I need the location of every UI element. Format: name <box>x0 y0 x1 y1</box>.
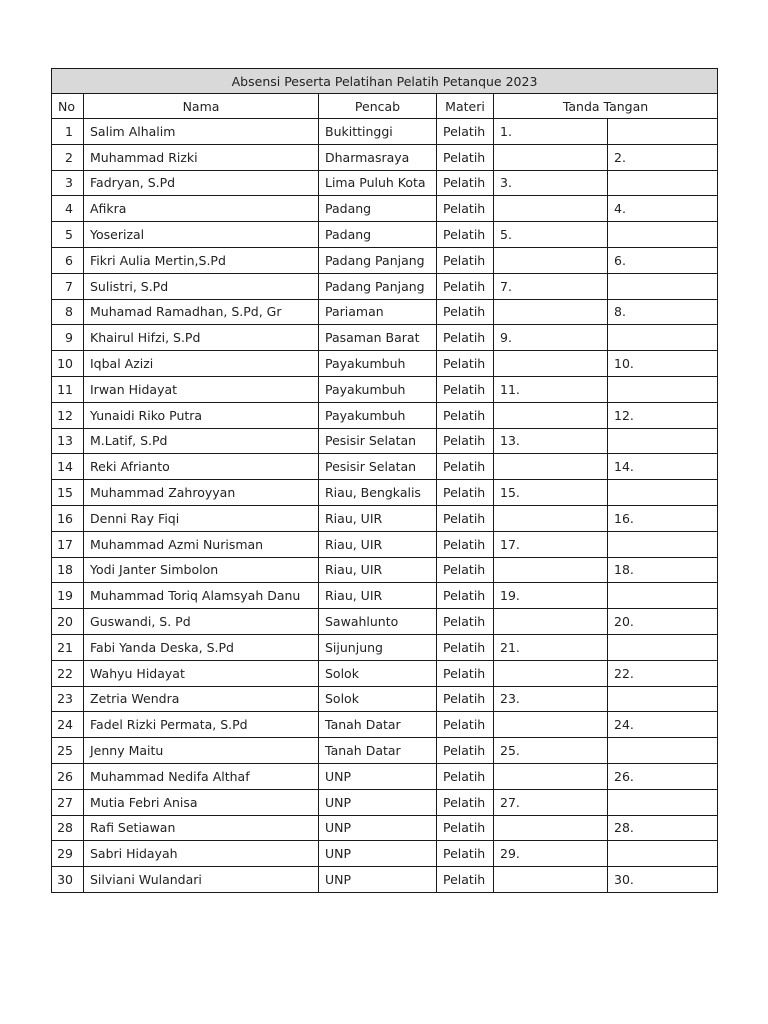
participant-materi: Pelatih <box>437 222 494 248</box>
participant-materi: Pelatih <box>437 738 494 764</box>
participant-pencab: Padang <box>319 222 437 248</box>
participant-name: Fadryan, S.Pd <box>84 170 319 196</box>
participant-materi: Pelatih <box>437 428 494 454</box>
signature-cell-left: 15. <box>494 480 608 506</box>
participant-pencab: Riau, UIR <box>319 583 437 609</box>
signature-cell-right: 20. <box>608 609 718 635</box>
signature-cell-right: 26. <box>608 763 718 789</box>
row-number: 29 <box>52 841 84 867</box>
participant-name: Fadel Rizki Permata, S.Pd <box>84 712 319 738</box>
participant-materi: Pelatih <box>437 557 494 583</box>
row-number: 21 <box>52 634 84 660</box>
participant-materi: Pelatih <box>437 531 494 557</box>
participant-pencab: Solok <box>319 686 437 712</box>
signature-cell-left <box>494 609 608 635</box>
participant-materi: Pelatih <box>437 144 494 170</box>
participant-pencab: Padang <box>319 196 437 222</box>
signature-cell-right <box>608 325 718 351</box>
participant-materi: Pelatih <box>437 505 494 531</box>
participant-pencab: Riau, Bengkalis <box>319 480 437 506</box>
header-nama: Nama <box>84 94 319 119</box>
participant-pencab: Pariaman <box>319 299 437 325</box>
signature-cell-left: 25. <box>494 738 608 764</box>
signature-cell-left <box>494 763 608 789</box>
signature-cell-left <box>494 144 608 170</box>
signature-cell-left: 5. <box>494 222 608 248</box>
table-row <box>52 763 718 789</box>
row-number: 4 <box>52 196 84 222</box>
table-row <box>52 867 718 893</box>
participant-pencab: Tanah Datar <box>319 738 437 764</box>
signature-cell-right <box>608 119 718 145</box>
participant-pencab: Riau, UIR <box>319 531 437 557</box>
header-pencab: Pencab <box>319 94 437 119</box>
participant-materi: Pelatih <box>437 376 494 402</box>
attendance-table <box>51 68 718 893</box>
signature-cell-left: 27. <box>494 789 608 815</box>
table-row <box>52 170 718 196</box>
participant-pencab: Payakumbuh <box>319 351 437 377</box>
participant-name: Salim Alhalim <box>84 119 319 145</box>
row-number: 5 <box>52 222 84 248</box>
participant-pencab: Riau, UIR <box>319 505 437 531</box>
participant-name: Guswandi, S. Pd <box>84 609 319 635</box>
row-number: 27 <box>52 789 84 815</box>
row-number: 6 <box>52 247 84 273</box>
table-title: Absensi Peserta Pelatihan Pelatih Petanque 2023 <box>52 69 718 94</box>
signature-cell-left: 13. <box>494 428 608 454</box>
table-row <box>52 376 718 402</box>
participant-pencab: Riau, UIR <box>319 557 437 583</box>
signature-cell-right: 16. <box>608 505 718 531</box>
participant-materi: Pelatih <box>437 583 494 609</box>
header-row <box>52 94 718 119</box>
row-number: 11 <box>52 376 84 402</box>
participant-name: Sabri Hidayah <box>84 841 319 867</box>
participant-name: Khairul Hifzi, S.Pd <box>84 325 319 351</box>
participant-name: Irwan Hidayat <box>84 376 319 402</box>
table-row <box>52 196 718 222</box>
row-number: 15 <box>52 480 84 506</box>
participant-pencab: Sijunjung <box>319 634 437 660</box>
table-row <box>52 557 718 583</box>
signature-cell-left <box>494 454 608 480</box>
participant-pencab: Bukittinggi <box>319 119 437 145</box>
participant-name: Sulistri, S.Pd <box>84 273 319 299</box>
participant-pencab: Payakumbuh <box>319 402 437 428</box>
participant-pencab: UNP <box>319 763 437 789</box>
table-row <box>52 609 718 635</box>
participant-materi: Pelatih <box>437 841 494 867</box>
signature-cell-right: 12. <box>608 402 718 428</box>
row-number: 1 <box>52 119 84 145</box>
participant-name: Jenny Maitu <box>84 738 319 764</box>
participant-pencab: Padang Panjang <box>319 247 437 273</box>
row-number: 7 <box>52 273 84 299</box>
participant-name: Yodi Janter Simbolon <box>84 557 319 583</box>
signature-cell-left: 19. <box>494 583 608 609</box>
table-row <box>52 634 718 660</box>
participant-name: Muhammad Zahroyyan <box>84 480 319 506</box>
row-number: 14 <box>52 454 84 480</box>
signature-cell-right: 8. <box>608 299 718 325</box>
participant-name: Muhammad Azmi Nurisman <box>84 531 319 557</box>
signature-cell-left: 17. <box>494 531 608 557</box>
signature-cell-left <box>494 505 608 531</box>
header-materi: Materi <box>437 94 494 119</box>
participant-materi: Pelatih <box>437 480 494 506</box>
table-row <box>52 402 718 428</box>
participant-name: Iqbal Azizi <box>84 351 319 377</box>
signature-cell-right <box>608 789 718 815</box>
signature-cell-right <box>608 531 718 557</box>
participant-pencab: Payakumbuh <box>319 376 437 402</box>
signature-cell-right: 28. <box>608 815 718 841</box>
signature-cell-right: 14. <box>608 454 718 480</box>
participant-pencab: UNP <box>319 789 437 815</box>
row-number: 22 <box>52 660 84 686</box>
participant-materi: Pelatih <box>437 634 494 660</box>
signature-cell-left <box>494 660 608 686</box>
participant-pencab: Solok <box>319 660 437 686</box>
participant-pencab: Pesisir Selatan <box>319 428 437 454</box>
table-row <box>52 454 718 480</box>
participant-name: M.Latif, S.Pd <box>84 428 319 454</box>
participant-materi: Pelatih <box>437 867 494 893</box>
table-row <box>52 686 718 712</box>
signature-cell-left: 11. <box>494 376 608 402</box>
participant-materi: Pelatih <box>437 273 494 299</box>
participant-pencab: Padang Panjang <box>319 273 437 299</box>
participant-name: Zetria Wendra <box>84 686 319 712</box>
table-row <box>52 351 718 377</box>
participant-name: Muhamad Ramadhan, S.Pd, Gr <box>84 299 319 325</box>
signature-cell-right <box>608 686 718 712</box>
signature-cell-left <box>494 815 608 841</box>
row-number: 19 <box>52 583 84 609</box>
participant-materi: Pelatih <box>437 454 494 480</box>
participant-materi: Pelatih <box>437 660 494 686</box>
table-row <box>52 712 718 738</box>
table-row <box>52 247 718 273</box>
table-row <box>52 273 718 299</box>
table-row <box>52 428 718 454</box>
row-number: 16 <box>52 505 84 531</box>
signature-cell-left: 23. <box>494 686 608 712</box>
table-row <box>52 738 718 764</box>
signature-cell-right <box>608 273 718 299</box>
table-row <box>52 505 718 531</box>
participant-materi: Pelatih <box>437 789 494 815</box>
signature-cell-right: 24. <box>608 712 718 738</box>
row-number: 9 <box>52 325 84 351</box>
participant-name: Reki Afrianto <box>84 454 319 480</box>
participant-pencab: Pesisir Selatan <box>319 454 437 480</box>
table-row <box>52 531 718 557</box>
participant-pencab: UNP <box>319 815 437 841</box>
row-number: 12 <box>52 402 84 428</box>
table-row <box>52 119 718 145</box>
signature-cell-left <box>494 299 608 325</box>
signature-cell-right: 18. <box>608 557 718 583</box>
participant-pencab: Sawahlunto <box>319 609 437 635</box>
participant-pencab: Dharmasraya <box>319 144 437 170</box>
participant-materi: Pelatih <box>437 196 494 222</box>
row-number: 20 <box>52 609 84 635</box>
table-row <box>52 299 718 325</box>
table-row <box>52 144 718 170</box>
signature-cell-right <box>608 738 718 764</box>
participant-name: Rafi Setiawan <box>84 815 319 841</box>
row-number: 2 <box>52 144 84 170</box>
participant-name: Wahyu Hidayat <box>84 660 319 686</box>
table-row <box>52 583 718 609</box>
signature-cell-left: 29. <box>494 841 608 867</box>
signature-cell-right: 22. <box>608 660 718 686</box>
signature-cell-right <box>608 634 718 660</box>
header-tanda-tangan: Tanda Tangan <box>494 94 718 119</box>
table-row <box>52 480 718 506</box>
row-number: 17 <box>52 531 84 557</box>
participant-pencab: UNP <box>319 841 437 867</box>
row-number: 3 <box>52 170 84 196</box>
row-number: 10 <box>52 351 84 377</box>
signature-cell-left <box>494 351 608 377</box>
table-row <box>52 789 718 815</box>
participant-materi: Pelatih <box>437 712 494 738</box>
participant-name: Muhammad Toriq Alamsyah Danu <box>84 583 319 609</box>
signature-cell-right <box>608 841 718 867</box>
participant-materi: Pelatih <box>437 351 494 377</box>
row-number: 18 <box>52 557 84 583</box>
participant-name: Muhammad Nedifa Althaf <box>84 763 319 789</box>
signature-cell-left: 1. <box>494 119 608 145</box>
participant-materi: Pelatih <box>437 170 494 196</box>
row-number: 8 <box>52 299 84 325</box>
participant-name: Afikra <box>84 196 319 222</box>
participant-name: Yunaidi Riko Putra <box>84 402 319 428</box>
row-number: 25 <box>52 738 84 764</box>
table-row <box>52 660 718 686</box>
participant-pencab: UNP <box>319 867 437 893</box>
signature-cell-right <box>608 222 718 248</box>
signature-cell-right <box>608 376 718 402</box>
participant-materi: Pelatih <box>437 325 494 351</box>
header-no: No <box>52 94 84 119</box>
participant-name: Silviani Wulandari <box>84 867 319 893</box>
signature-cell-right <box>608 428 718 454</box>
participant-name: Muhammad Rizki <box>84 144 319 170</box>
table-row <box>52 222 718 248</box>
participant-materi: Pelatih <box>437 763 494 789</box>
title-row <box>52 69 718 94</box>
participant-name: Mutia Febri Anisa <box>84 789 319 815</box>
table-row <box>52 325 718 351</box>
participant-name: Yoserizal <box>84 222 319 248</box>
signature-cell-right: 30. <box>608 867 718 893</box>
signature-cell-left <box>494 247 608 273</box>
participant-materi: Pelatih <box>437 119 494 145</box>
row-number: 13 <box>52 428 84 454</box>
signature-cell-left <box>494 557 608 583</box>
participant-pencab: Lima Puluh Kota <box>319 170 437 196</box>
signature-cell-left <box>494 196 608 222</box>
signature-cell-right: 2. <box>608 144 718 170</box>
participant-name: Fikri Aulia Mertin,S.Pd <box>84 247 319 273</box>
participant-materi: Pelatih <box>437 299 494 325</box>
row-number: 28 <box>52 815 84 841</box>
signature-cell-right: 10. <box>608 351 718 377</box>
table-row <box>52 815 718 841</box>
participant-materi: Pelatih <box>437 247 494 273</box>
signature-cell-left: 21. <box>494 634 608 660</box>
signature-cell-left <box>494 867 608 893</box>
signature-cell-right <box>608 170 718 196</box>
signature-cell-right: 6. <box>608 247 718 273</box>
row-number: 24 <box>52 712 84 738</box>
signature-cell-left <box>494 402 608 428</box>
signature-cell-right <box>608 480 718 506</box>
participant-materi: Pelatih <box>437 686 494 712</box>
signature-cell-left: 9. <box>494 325 608 351</box>
participant-materi: Pelatih <box>437 609 494 635</box>
participant-pencab: Pasaman Barat <box>319 325 437 351</box>
row-number: 26 <box>52 763 84 789</box>
row-number: 30 <box>52 867 84 893</box>
signature-cell-left <box>494 712 608 738</box>
signature-cell-left: 7. <box>494 273 608 299</box>
participant-name: Fabi Yanda Deska, S.Pd <box>84 634 319 660</box>
participant-name: Denni Ray Fiqi <box>84 505 319 531</box>
signature-cell-right <box>608 583 718 609</box>
table-row <box>52 841 718 867</box>
participant-materi: Pelatih <box>437 402 494 428</box>
row-number: 23 <box>52 686 84 712</box>
signature-cell-right: 4. <box>608 196 718 222</box>
participant-pencab: Tanah Datar <box>319 712 437 738</box>
participant-materi: Pelatih <box>437 815 494 841</box>
signature-cell-left: 3. <box>494 170 608 196</box>
